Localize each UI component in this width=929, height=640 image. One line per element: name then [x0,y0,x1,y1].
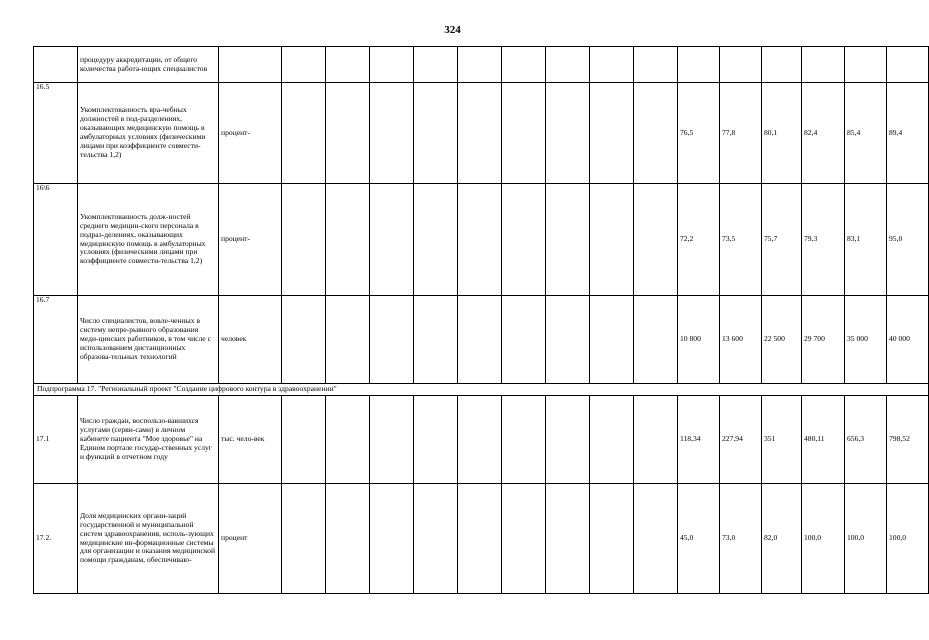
value-cell: 100,0 [845,484,887,594]
unit-of-measure: человек [219,296,282,384]
value-cell: 29 700 [802,296,845,384]
value-cell: 75,7 [762,184,802,296]
row-number: 16.7 [34,296,78,384]
value-cell: 118,34 [678,396,720,484]
value-cell: 35 000 [845,296,887,384]
value-cell: 82,4 [802,83,845,184]
row-number: 17.2. [34,484,78,594]
value-cell [887,47,929,83]
value-cell [845,47,887,83]
value-cell: 73,5 [720,184,762,296]
value-cell: 83,1 [845,184,887,296]
indicators-table [33,46,929,594]
table-row [34,484,929,594]
indicator-name: Укомплектованность долж-ностей среднего медицин-ского персонала в подраз-делениях, оказывающих медицинскую помощь в амбулаторных условиях (физическими лицами при коэффициенте совмести-тельства 1,2) [78,184,219,296]
unit-of-measure: процент [219,484,282,594]
value-cell [678,47,720,83]
unit-of-measure: процент- [219,184,282,296]
value-cell: 79,3 [802,184,845,296]
row-number [34,47,78,83]
value-cell: 10 800 [678,296,720,384]
value-cell: 77,8 [720,83,762,184]
value-cell [802,47,845,83]
value-cell [720,47,762,83]
value-cell: 76,5 [678,83,720,184]
subprogram-title: Подпрограмма 17. "Региональный проект "Создание цифрового контура в здравоохранении" [34,384,929,396]
page-number: 324 [444,24,461,36]
unit-of-measure: тыс. чело-век [219,396,282,484]
indicator-name: Число специалистов, вовле-ченных в систему непре-рывного образования меди-цинских работников, в том числе с использованием дистанционных образова-тельных технологий [78,296,219,384]
value-cell: 45,0 [678,484,720,594]
value-cell: 72,2 [678,184,720,296]
value-cell: 227,94 [720,396,762,484]
value-cell: 351 [762,396,802,484]
value-cell: 82,0 [762,484,802,594]
value-cell: 95,0 [887,184,929,296]
indicator-name: Число граждан, воспользо-вавшихся услугами (серви-сами) в личном кабинете пациента "Мое здоровье" на Едином портале государ-ственных услуг и функций в отчетном году [78,396,219,484]
row-number: 17.1 [34,396,78,484]
value-cell: 798,52 [887,396,929,484]
unit-of-measure [219,47,282,83]
value-cell: 73,0 [720,484,762,594]
table-row [34,396,929,484]
value-cell: 85,4 [845,83,887,184]
indicator-name: Укомплектованность вра-чебных должностей в под-разделениях, оказывающих медицинскую помощь в амбулаторных условиях (физическими лицами при коэффициенте совмести-тельства 1,2) [78,83,219,184]
subprogram-row [34,384,929,396]
value-cell: 13 600 [720,296,762,384]
value-cell: 100,0 [802,484,845,594]
value-cell: 100,0 [887,484,929,594]
row-number: 16.5 [34,83,78,184]
value-cell: 40 000 [887,296,929,384]
value-cell: 80,1 [762,83,802,184]
value-cell [762,47,802,83]
value-cell: 22 500 [762,296,802,384]
indicator-name: процедуру аккредитации, от общего количества работа-ющих специалистов [78,47,219,83]
table-row [34,296,929,384]
row-number: 16\6 [34,184,78,296]
table-row [34,47,929,83]
value-cell: 89,4 [887,83,929,184]
table-row [34,184,929,296]
unit-of-measure: процент- [219,83,282,184]
table-row [34,83,929,184]
value-cell: 480,11 [802,396,845,484]
indicator-name: Доля медицинских органи-заций государственной и муниципальной систем здравоохранения, исполь-зующих медицинские ин-формационные системы для организации и оказания медицинской помощи гражданам, обеспечиваю- [78,484,219,594]
value-cell: 656,3 [845,396,887,484]
